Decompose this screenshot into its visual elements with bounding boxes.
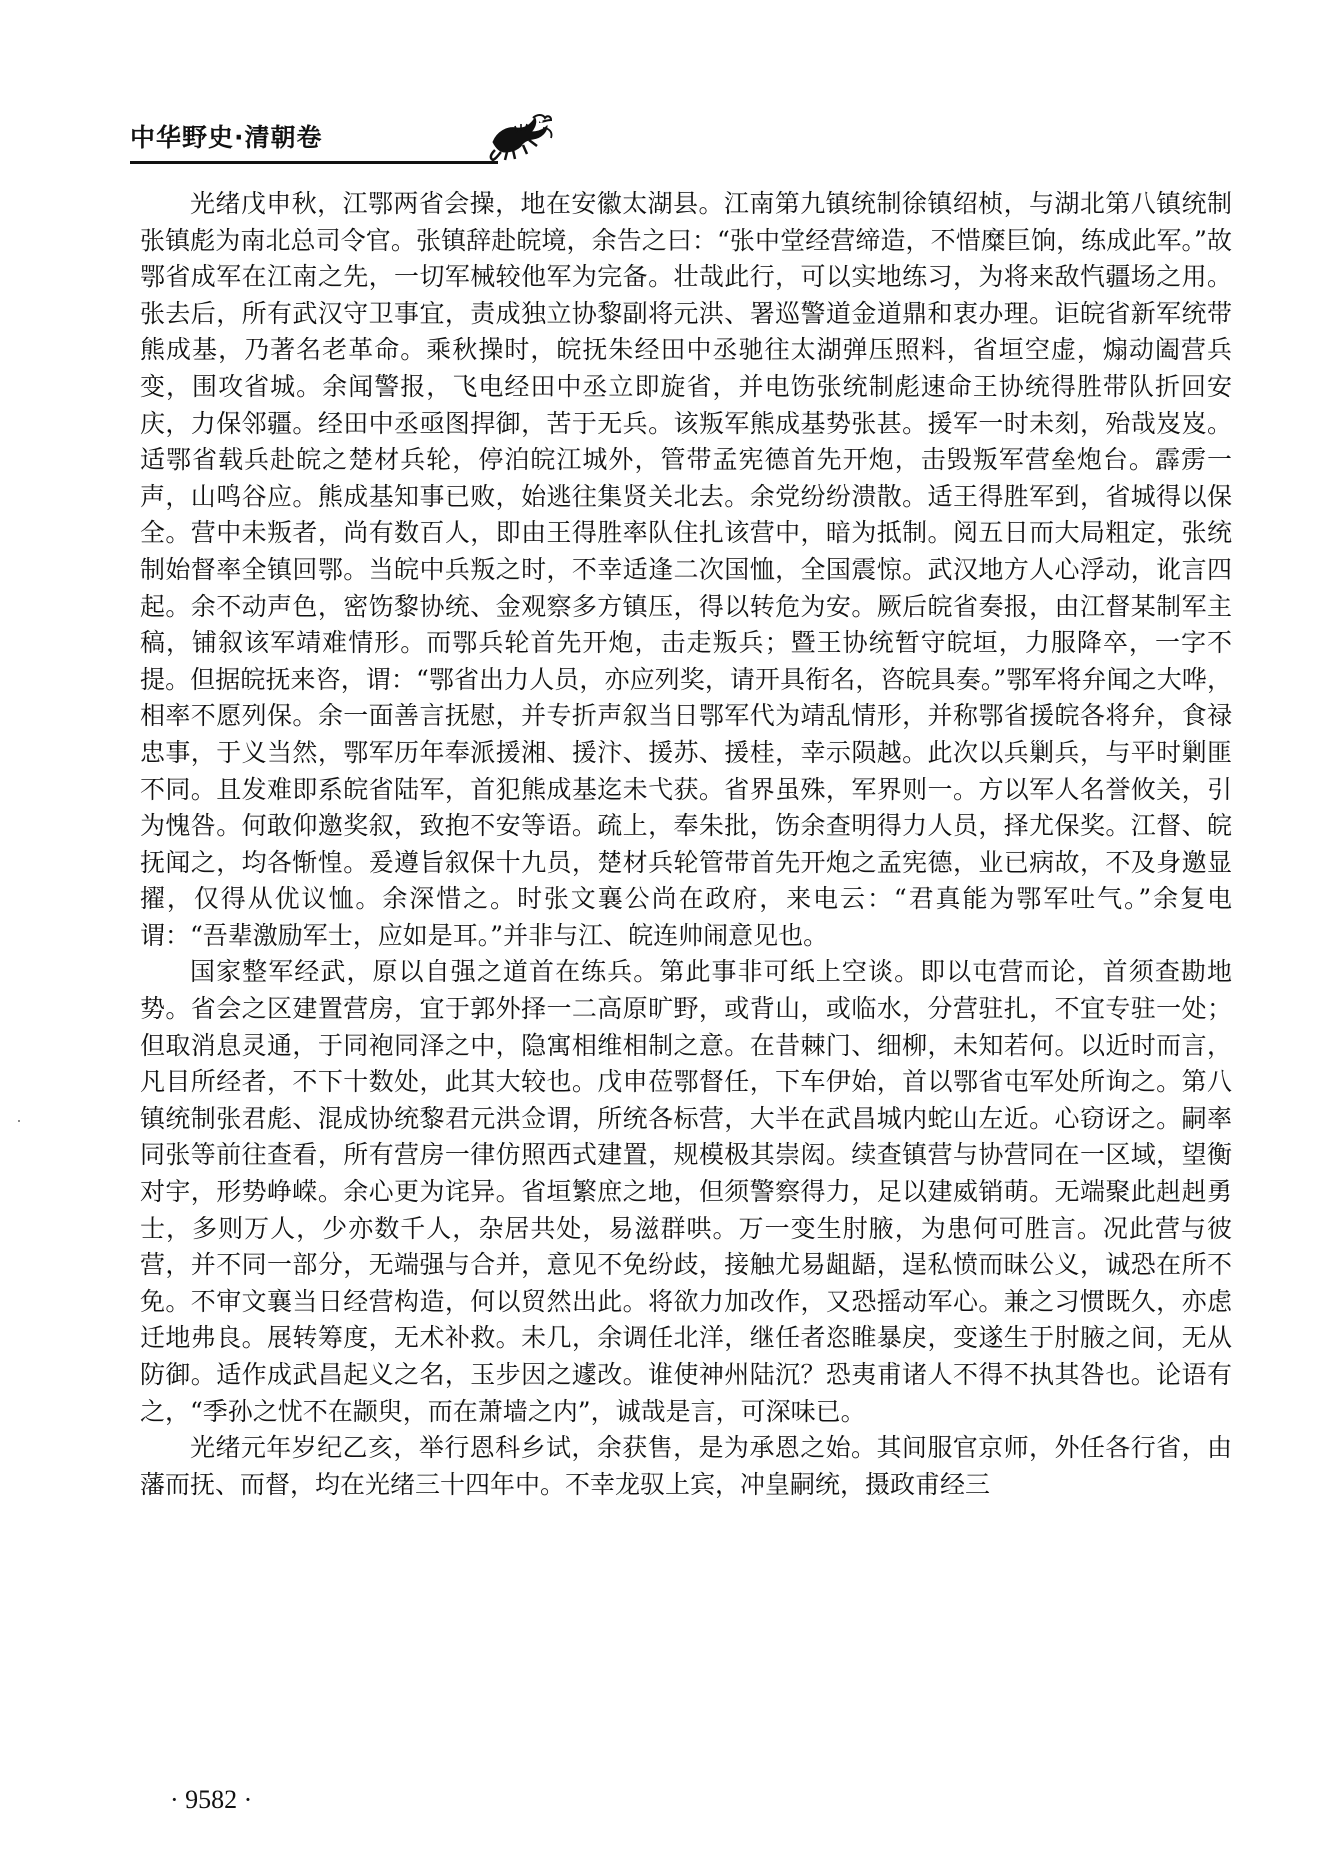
header-divider bbox=[130, 161, 498, 164]
dragon-icon bbox=[487, 112, 555, 162]
page-number: · 9582 · bbox=[170, 1785, 253, 1814]
paragraph-3: 光绪元年岁纪乙亥，举行恩科乡试，余获售，是为承恩之始。其间服官京师，外任各行省，由藩而抚、而督，均在光绪三十四年中。不幸龙驭上宾，冲皇嗣统，摄政甫经三 bbox=[140, 1433, 1232, 1499]
book-title: 中华野史·清朝卷 bbox=[130, 123, 323, 152]
paragraph-2: 国家整军经武，原以自强之道首在练兵。第此事非可纸上空谈。即以屯营而论，首须查勘地势。省会之区建置营房，宜于郭外择一二高原旷野，或背山，或临水，分营驻扎，不宜专驻一处；但取消息灵通，于同袍同泽之中，隐寓相维相制之意。在昔棘门、细柳，未知若何。以近时而言，凡目所经者，不下十数处，此其大较也。戊申莅鄂督任，下车伊始，首以鄂省屯军处所询之。第八镇统制张君彪、混成协统黎君元洪佥谓，所统各标营，大半在武昌城内蛇山左近。心窃讶之。嗣率同张等前往查看，所有营房一律仿照西式建置，规模极其崇闳。续查镇营与协营同在一区域，望衡对宇，形势峥嵘。余心更为诧异。省垣繁庶之地，但须警察得力，足以建威销萌。无端聚此赳赳勇士，多则万人，少亦数千人，杂居共处，易滋群哄。万一变生肘腋，为患何可胜言。况此营与彼营，并不同一部分，无端强与合并，意见不免纷歧，接触尤易龃龉，逞私愤而昧公义，诚恐在所不免。不审文襄当日经营构造，何以贸然出此。将欲力加改作，又恐摇动军心。兼之习惯既久，亦虑迁地弗良。展转筹度，无术补救。未几，余调任北洋，继任者恣睢暴戾，变遂生于肘腋之间，无从防御。适作成武昌起义之名，玉步因之遽改。谁使神州陆沉？恐夷甫诸人不得不执其咎也。论语有之，“季孙之忧不在颛臾，而在萧墙之内”，诚哉是言，可深味已。 bbox=[140, 957, 1232, 1426]
dragon-ornament-graphic bbox=[487, 112, 555, 162]
paragraph-1: 光绪戊申秋，江鄂两省会操，地在安徽太湖县。江南第九镇统制徐镇绍桢，与湖北第八镇统制张镇彪为南北总司令官。张镇辞赴皖境，余告之曰：“张中堂经营缔造，不惜糜巨饷，练成此军。”故鄂省成军在江南之先，一切军械较他军为完备。壮哉此行，可以实地练习，为将来敌忾疆场之用。张去后，所有武汉守卫事宜，责成独立协黎副将元洪、署巡警道金道鼎和衷办理。讵皖省新军统带熊成基，乃著名老革命。乘秋操时，皖抚朱经田中丞驰往太湖弹压照料，省垣空虚，煽动阖营兵变，围攻省城。余闻警报，飞电经田中丞立即旋省，并电饬张统制彪速命王协统得胜带队折回安庆，力保邻疆。经田中丞亟图捍御，苦于无兵。该叛军熊成基势张甚。援军一时未刻，殆哉岌岌。适鄂省载兵赴皖之楚材兵轮，停泊皖江城外，管带孟宪德首先开炮，击毁叛军营垒炮台。霹雳一声，山鸣谷应。熊成基知事已败，始逃往集贤关北去。余党纷纷溃散。适王得胜军到，省城得以保全。营中未叛者，尚有数百人，即由王得胜率队住扎该营中，暗为抵制。阅五日而大局粗定，张统制始督率全镇回鄂。当皖中兵叛之时，不幸适逢二次国恤，全国震惊。武汉地方人心浮动，讹言四起。余不动声色，密饬黎协统、金观察多方镇压，得以转危为安。厥后皖省奏报，由江督某制军主稿，铺叙该军靖难情形。而鄂兵轮首先开炮，击走叛兵；暨王协统暂守皖垣，力服降卒，一字不提。但据皖抚来咨，谓：“鄂省出力人员，亦应列奖，请开具衔名，咨皖具奏。”鄂军将弁闻之大哗，相率不愿列保。余一面善言抚慰，并专折声叙当日鄂军代为靖乱情形，并称鄂省援皖各将弁，食禄忠事，于义当然，鄂军历年奉派援湘、援汴、援苏、援桂，幸示陨越。此次以兵剿兵，与平时剿匪不同。且发难即系皖省陆军，首犯熊成基迄未弋获。省界虽殊，军界则一。方以军人名誉攸关，引为愧咎。何敢仰邀奖叙，致抱不安等语。疏上，奉朱批，饬余查明得力人员，择尤保奖。江督、皖抚闻之，均各惭惶。爰遵旨叙保十九员，楚材兵轮管带首先开炮之孟宪德，业已病故，不及身邀显擢，仅得从优议恤。余深惜之。时张文襄公尚在政府，来电云：“君真能为鄂军吐气。”余复电谓：“吾辈激励军士，应如是耳。”并非与江、皖连帅闹意见也。 bbox=[140, 189, 1232, 950]
scan-speck bbox=[18, 1120, 20, 1122]
main-text bbox=[140, 186, 1232, 1503]
